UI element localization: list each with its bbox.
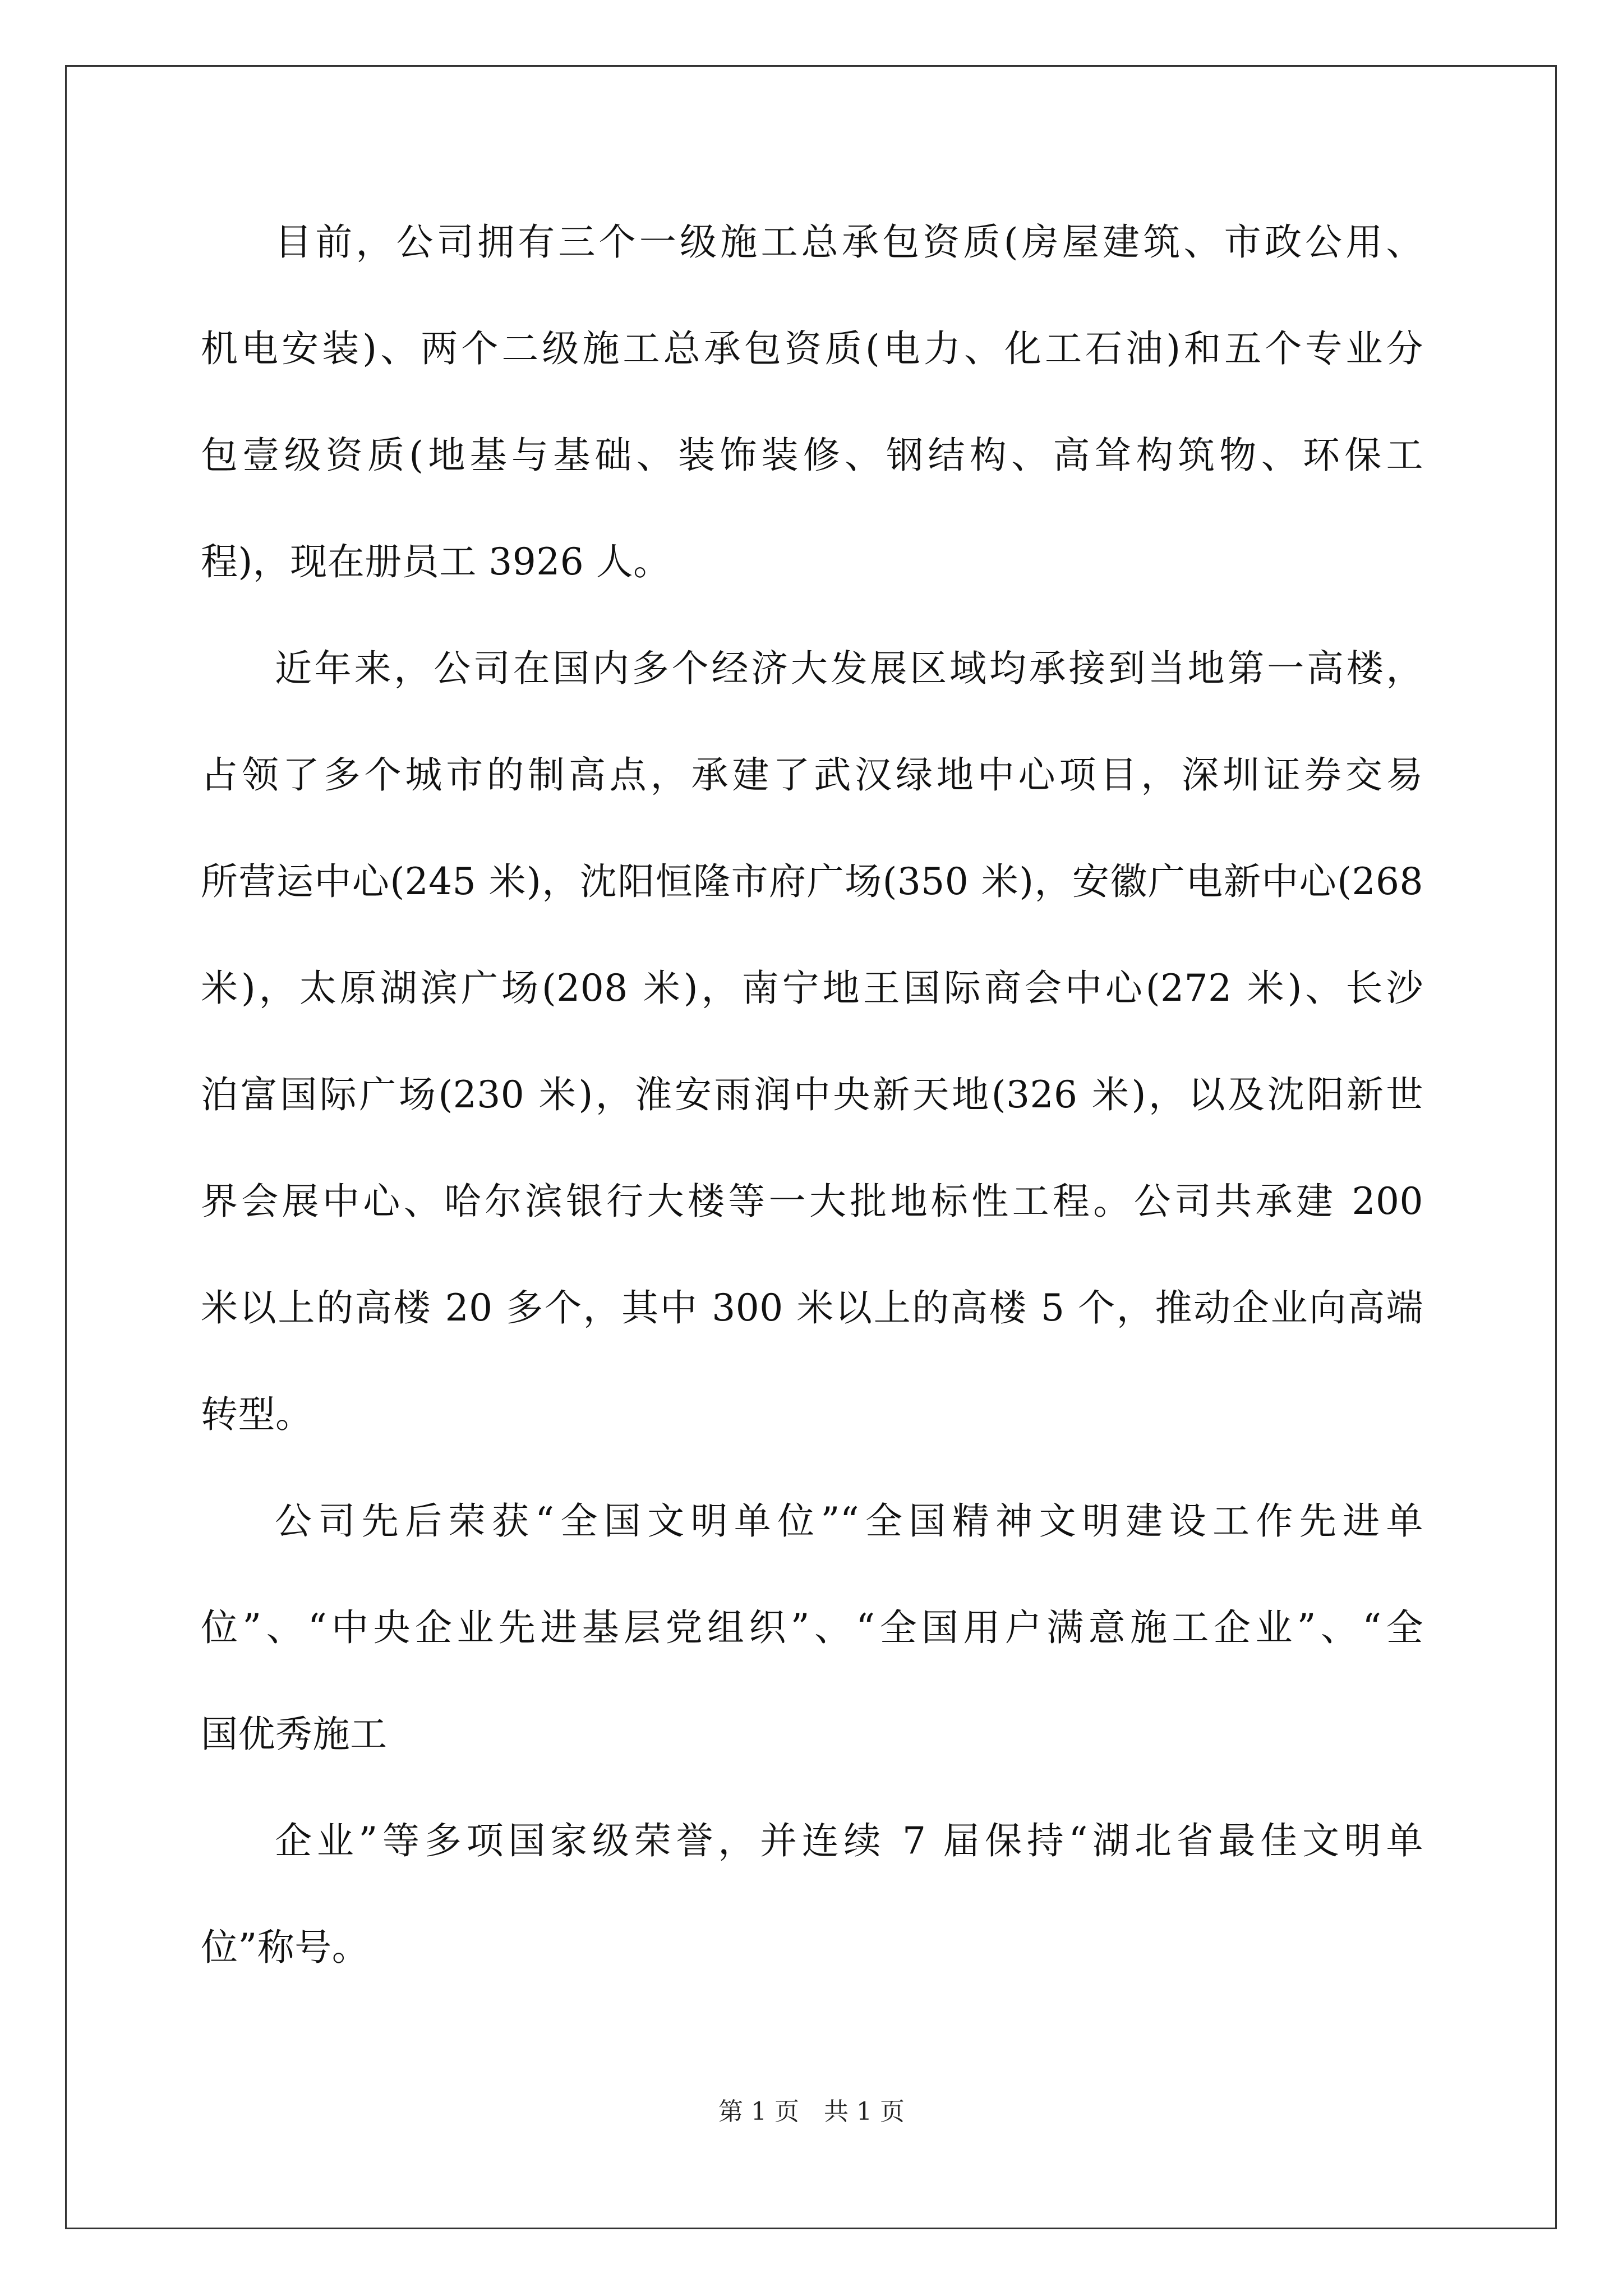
paragraph-line: 界会展中心、哈尔滨银行大楼等一大批地标性工程。公司共承建 200	[201, 1180, 1423, 1223]
paragraph-line: 泊富国际广场(230 米)，淮安雨润中央新天地(326 米)，以及沈阳新世	[201, 1073, 1423, 1116]
paragraph-line: 占领了多个城市的制高点，承建了武汉绿地中心项目，深圳证券交易	[201, 753, 1423, 797]
paragraph-line: 企业”等多项国家级荣誉，并连续 7 届保持“湖北省最佳文明单	[275, 1819, 1423, 1862]
paragraph-line: 位”、“中央企业先进基层党组织”、“全国用户满意施工企业”、“全	[201, 1606, 1423, 1649]
paragraph-line: 位”称号。	[201, 1926, 370, 1969]
document-body	[201, 216, 1423, 2028]
paragraph-line: 国优秀施工	[201, 1713, 388, 1756]
paragraph-line: 转型。	[201, 1393, 313, 1436]
paragraph-line: 近年来，公司在国内多个经济大发展区域均承接到当地第一高楼，	[275, 647, 1423, 690]
paragraph-line: 目前，公司拥有三个一级施工总承包资质(房屋建筑、市政公用、	[275, 220, 1423, 264]
paragraph-line: 公司先后荣获“全国文明单位”“全国精神文明建设工作先进单	[275, 1499, 1423, 1543]
paragraph-line: 米以上的高楼 20 多个，其中 300 米以上的高楼 5 个，推动企业向高端	[201, 1286, 1423, 1329]
paragraph-line: 包壹级资质(地基与基础、装饰装修、钢结构、高耸构筑物、环保工	[201, 434, 1423, 477]
paragraph-line: 程)，现在册员工 3926 人。	[201, 540, 671, 583]
page-number: 第 1 页 共 1 页	[718, 2097, 905, 2126]
paragraph-line: 米)，太原湖滨广场(208 米)，南宁地王国际商会中心(272 米)、长沙	[201, 967, 1423, 1010]
paragraph-line: 所营运中心(245 米)，沈阳恒隆市府广场(350 米)，安徽广电新中心(268	[201, 860, 1423, 903]
paragraph-line: 机电安装)、两个二级施工总承包资质(电力、化工石油)和五个专业分	[201, 327, 1423, 370]
